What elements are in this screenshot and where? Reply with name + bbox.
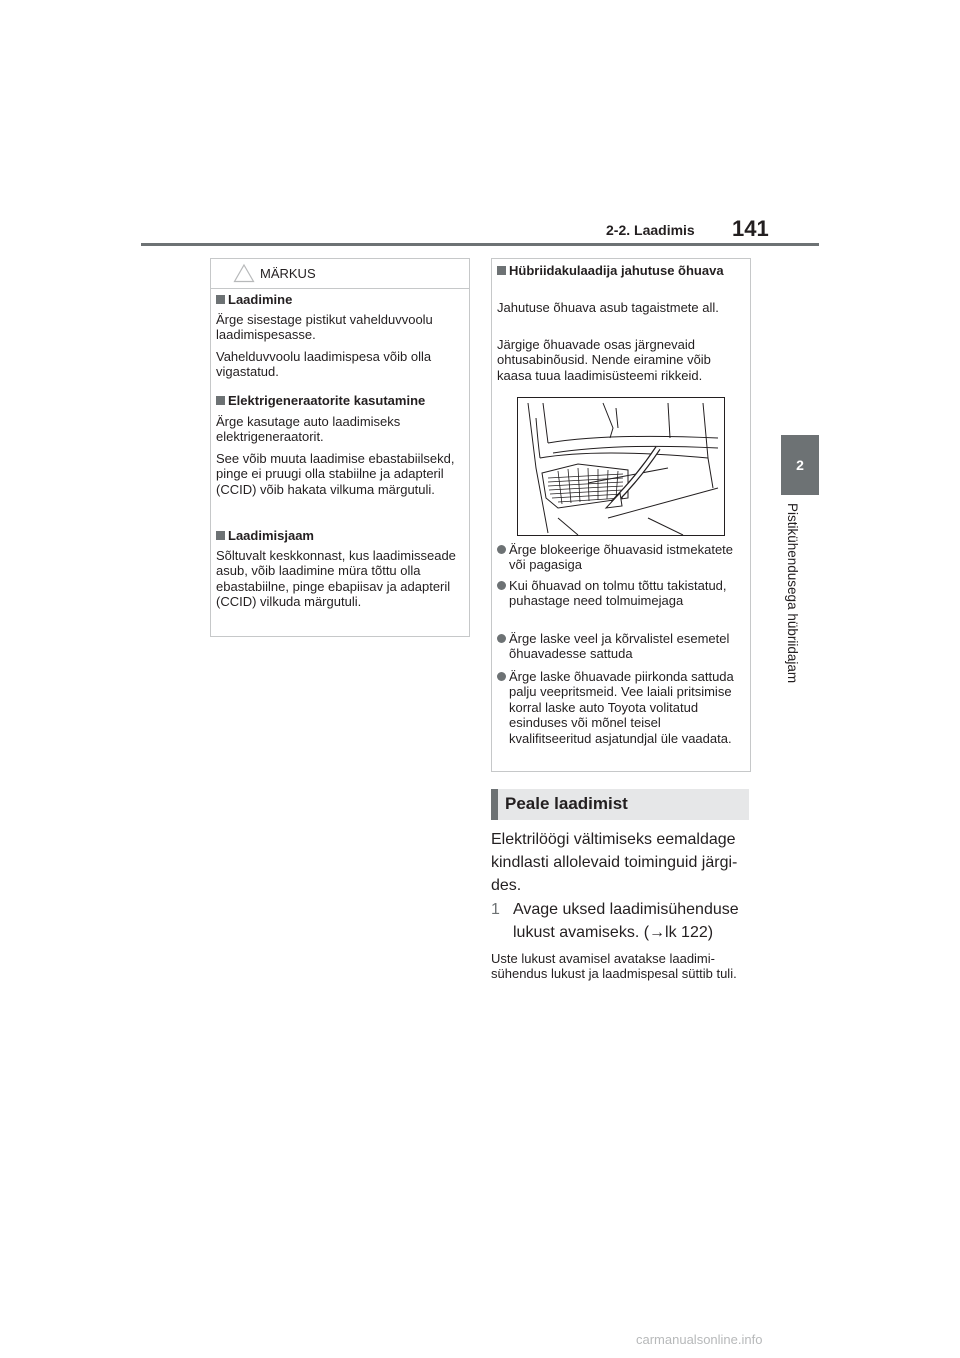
square-bullet-icon [216, 396, 225, 405]
intro-paragraph: Elektrilöögi vältimiseks eemaldage kindlasti allolevaid toiminguid järgi- des. [491, 831, 738, 894]
square-bullet-icon [216, 295, 225, 304]
notice-header [211, 259, 469, 289]
round-bullet-icon [497, 581, 506, 590]
cooling-bullet: Ärge laske veel ja kõrvalistel esemetel õhuavadesse sattuda [497, 631, 741, 662]
rear-seat-vent-drawing [518, 398, 724, 535]
notice-item-heading: Elektrigeneraatorite kasutamine [216, 393, 464, 408]
notice-box [210, 258, 470, 637]
round-bullet-icon [497, 545, 506, 554]
round-bullet-icon [497, 634, 506, 643]
cooling-bullet: Ärge blokeerige õhuavasid istmekatete või pagasiga [497, 542, 741, 573]
notice-item-heading: Laadimisjaam [216, 528, 464, 543]
step-text: Avage uksed laadimisühenduse lukust avamiseks. (→lk 122) [513, 901, 739, 941]
notice-paragraph: Ärge kasutage auto laadimiseks elektrigeneraatorit. [216, 414, 401, 445]
vent-illustration [517, 397, 725, 536]
header-rule [141, 243, 819, 246]
cooling-vent-box [491, 258, 751, 772]
page-number: 141 [732, 216, 769, 241]
notice-paragraph: Sõltuvalt keskkonnast, kus laadimisseade asub, võib laadimine müra tõttu olla ebastabiilne, pinge ebapiisav ja adapteril (CCID) vilkuda märgutuli. [216, 548, 456, 610]
notice-paragraph: Ärge sisestage pistikut vahelduvvoolu laadimispesasse. [216, 312, 433, 343]
square-bullet-icon [216, 531, 225, 540]
notice-title: MÄRKUS [260, 266, 316, 281]
section-heading [491, 789, 749, 820]
step-note: Uste lukust avamisel avatakse laadimi- sühendus lukust ja laadmispesal süttib tuli. [491, 951, 737, 981]
notice-item-heading: Laadimine [216, 292, 464, 307]
cooling-bullet: Ärge laske õhuavade piirkonda sattuda palju veepritsmeid. Vee laiali pritsimise korral laske auto Toyota volitatud esinduses või mõnel teisel kvalifitseeritud asjatundjal üle vaadata. [497, 669, 741, 746]
section-heading-text: Peale laadimist [505, 794, 628, 813]
cooling-heading: Hübriidakulaadija jahutuse õhuava [497, 263, 745, 278]
cooling-bullet: Kui õhuavad on tolmu tõttu takistatud, puhastage need tolmuimejaga [497, 578, 741, 609]
square-bullet-icon [497, 266, 506, 275]
cooling-paragraph: Järgige õhuavade osas järgnevaid ohtusabinõusid. Nende eiramine võib kaasa tuua laadimisüsteemi rikkeid. [497, 337, 711, 383]
cooling-paragraph: Jahutuse õhuava asub tagaistmete all. [497, 300, 719, 315]
chapter-label-wrap [786, 503, 814, 713]
step-number: 1 [491, 901, 500, 918]
warning-triangle-icon [233, 263, 255, 283]
section-heading-bar [491, 789, 498, 820]
round-bullet-icon [497, 672, 506, 681]
section-title: 2-2. Laadimis [606, 222, 695, 238]
notice-paragraph: See võib muuta laadimise ebastabiilsekd, pinge ei pruugi olla stabiilne ja adapteril (CCID) võib hakata vilkuma märgutuli. [216, 451, 455, 497]
watermark: carmanualsonline.info [636, 1332, 763, 1347]
chapter-label: Pistikühendusega hübriidajam [785, 503, 800, 684]
notice-paragraph: Vahelduvvoolu laadimispesa võib olla vigastatud. [216, 349, 432, 380]
chapter-tab: 2 [781, 435, 819, 495]
